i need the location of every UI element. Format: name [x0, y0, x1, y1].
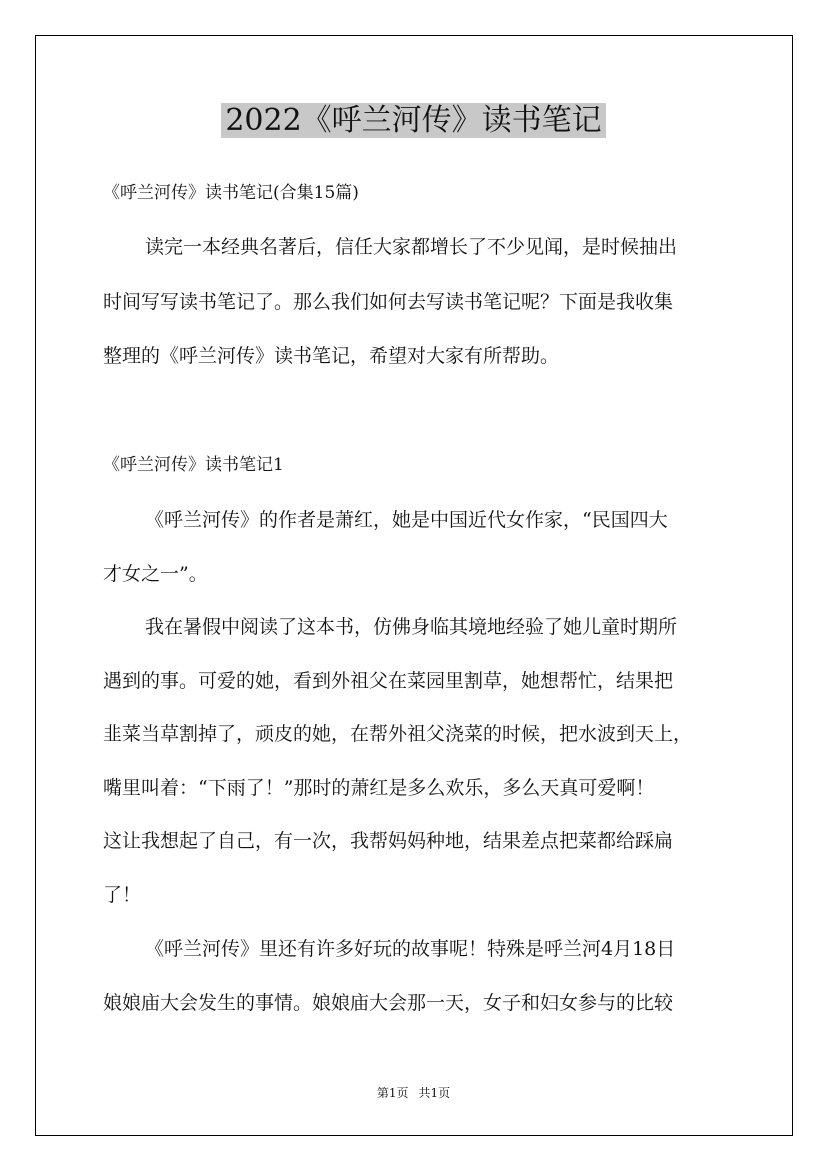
- section-heading: 《呼兰河传》读书笔记1: [103, 455, 284, 475]
- intro-line: 读完一本经典名著后，信任大家都增长了不少见闻，是时候抽出: [145, 236, 678, 258]
- body-line: 娘娘庙大会发生的事情。娘娘庙大会那一天，女子和妇女参与的比较: [103, 992, 674, 1014]
- body-line: 《呼兰河传》的作者是萧红，她是中国近代女作家，“民国四大: [145, 509, 668, 531]
- body-line: 《呼兰河传》里还有许多好玩的故事呢！特殊是呼兰河4月18日: [145, 938, 676, 960]
- document-title-text: 2022《呼兰河传》读书笔记: [221, 103, 605, 138]
- body-line: 这让我想起了自己，有一次，我帮妈妈种地，结果差点把菜都给踩扁: [103, 830, 674, 852]
- intro-line: 时间写写读书笔记了。那么我们如何去写读书笔记呢？下面是我收集: [103, 291, 674, 313]
- body-line: 我在暑假中阅读了这本书，仿佛身临其境地经验了她儿童时期所: [145, 616, 678, 638]
- body-line: 韭菜当草割掉了，顽皮的她，在帮外祖父浇菜的时候，把水波到天上，: [103, 723, 693, 745]
- intro-line: 整理的《呼兰河传》读书笔记，希望对大家有所帮助。: [103, 345, 560, 367]
- body-line: 才女之一”。: [103, 563, 208, 585]
- collection-heading: 《呼兰河传》读书笔记(合集15篇): [103, 183, 359, 203]
- page-total: 共1页: [418, 1086, 451, 1100]
- page-number: 第1页: [376, 1086, 409, 1100]
- body-line: 嘴里叫着：“下雨了！”那时的萧红是多么欢乐，多么天真可爱啊！: [103, 777, 655, 799]
- page-footer: [0, 1083, 827, 1103]
- document-title: [0, 98, 827, 144]
- body-line: 了！: [103, 884, 142, 906]
- body-line: 遇到的事。可爱的她，看到外祖父在菜园里割草，她想帮忙，结果把: [103, 670, 674, 692]
